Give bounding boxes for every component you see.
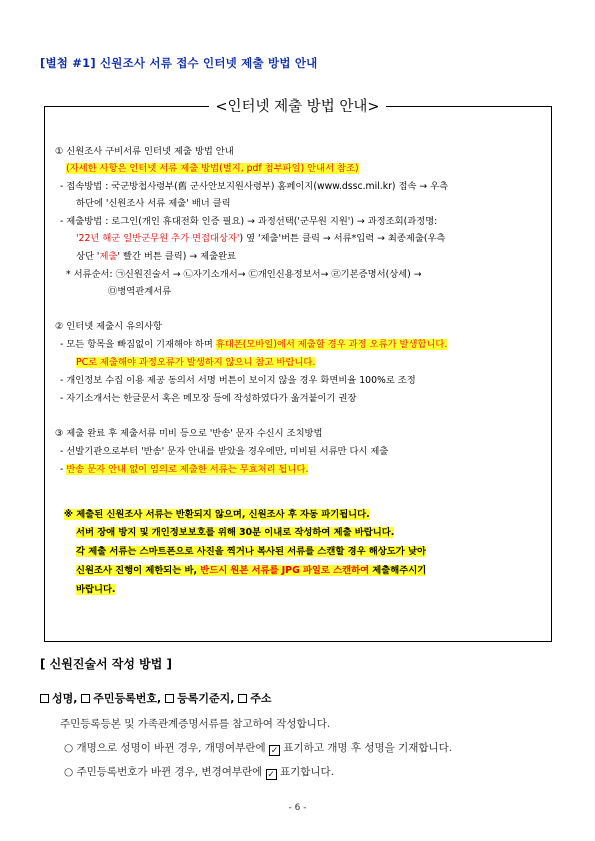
s2-title: ② 인터넷 제출시 유의사항 (55, 321, 163, 332)
field-list: 성명, 주민등록번호, 등록기준지, 주소 (40, 690, 271, 706)
s1-note: (자세한 사항은 인터넷 서류 제출 방법(별지, pdf 첨부파일) 안내서 참조) (66, 163, 359, 174)
box-title: <인터넷 제출 방법 안내> (0, 95, 595, 116)
s1-title: ① 신원조사 구비서류 인터넷 제출 방법 안내 (55, 146, 234, 157)
checked-box-icon: ✓ (267, 770, 275, 780)
notice-line1: ※ 제출된 신원조사 서류는 반환되지 않으며, 신원조사 후 자동 파기됩니다. (64, 509, 370, 520)
description: 주민등록등본 및 가족관계증명서류를 참고하여 작성합니다. (60, 718, 331, 730)
s3-line1: - 선발기관으로부터 '반송' 문자 안내를 받았을 경우에만, 미비된 서류만 다시 제출 (60, 446, 389, 457)
checkbox-icon (238, 694, 247, 703)
notice-line3: 각 제출 서류는 스마트폰으로 사진을 찍거나 복사된 서류를 스캔할 경우 해상도가 낮아 (76, 546, 426, 557)
s1-line6: * 서류순서: ㉠신원진술서 → ㉡자기소개서→ ㉢개인신용정보서→ ㉣기본증명서(상세) → (66, 269, 422, 280)
attachment-header: [별첨 #1] 신원조사 서류 접수 인터넷 제출 방법 안내 (40, 56, 318, 70)
s1-line4: '22년 해군 일반군무원 추가 면접대상자') 옆 '제출'버튼 클릭 → 서류*입력 → 최종제출(우측 (76, 233, 446, 244)
s1-line3: - 제출방법 : 로그인(개인 휴대전화 인증 필요) → 과정선택('군무원 지원') → 과정조회(과정명: (60, 216, 438, 227)
bullet-id-change: ○ 주민등록번호가 바뀐 경우, 변경여부란에 ✓ 표기합니다. (64, 766, 335, 780)
checkbox-icon (40, 694, 49, 703)
s1-line1: - 접속방법 : 국군방첩사령부(舊 군사안보지원사령부) 홈페이지(www.dssc.mil.kr) 접속 → 우측 (60, 181, 449, 192)
s1-line2: 하단에 '신원조사 서류 제출' 배너 클릭 (76, 198, 231, 209)
notice-line2: 서버 장애 방지 및 개인정보보호를 위해 30분 이내로 작성하여 제출 바랍니다. (76, 527, 395, 538)
notice-line5: 바랍니다. (76, 584, 116, 595)
s3-line2: - 반송 문자 안내 없이 임의로 제출한 서류는 무효처리 됩니다. (60, 464, 309, 475)
s1-line5: 상단 '제출' 빨간 버튼 클릭) → 제출완료 (76, 251, 237, 262)
page-number: - 6 - (288, 803, 307, 813)
s3-title: ③ 제출 완료 후 제출서류 미비 등으로 '반송' 문자 수신시 조치방법 (55, 428, 323, 439)
checkbox-icon (81, 694, 90, 703)
s1-line7: ㉤병역관계서류 (108, 286, 172, 297)
checkbox-icon (165, 694, 174, 703)
s2-line2: PC로 제출해야 과정오류가 발생하지 않으니 참고 바랍니다. (76, 357, 316, 368)
s2-line1: - 모든 항목을 빠짐없이 기재해야 하며 휴대폰(모바일)에서 제출할 경우 과정 오류가 발생합니다. (60, 339, 448, 350)
notice-line4: 신원조사 진행이 제한되는 바, 반드시 원본 서류를 JPG 파일로 스캔하여 제출해주시기 (76, 565, 427, 576)
s2-line4: - 자기소개서는 한글문서 혹은 메모장 등에 작성하였다가 옮겨붙이기 권장 (60, 393, 357, 404)
s2-line3: - 개인정보 수집 이용 제공 동의서 서명 버튼이 보이지 않을 경우 화면비율 100%로 조정 (60, 375, 416, 386)
section-title: [ 신원진술서 작성 방법 ] (40, 657, 173, 671)
bullet-rename: ○ 개명으로 성명이 바뀐 경우, 개명여부란에 ✓ 표기하고 개명 후 성명을 기재합니다. (64, 742, 453, 756)
checked-box-icon: ✓ (270, 746, 279, 756)
